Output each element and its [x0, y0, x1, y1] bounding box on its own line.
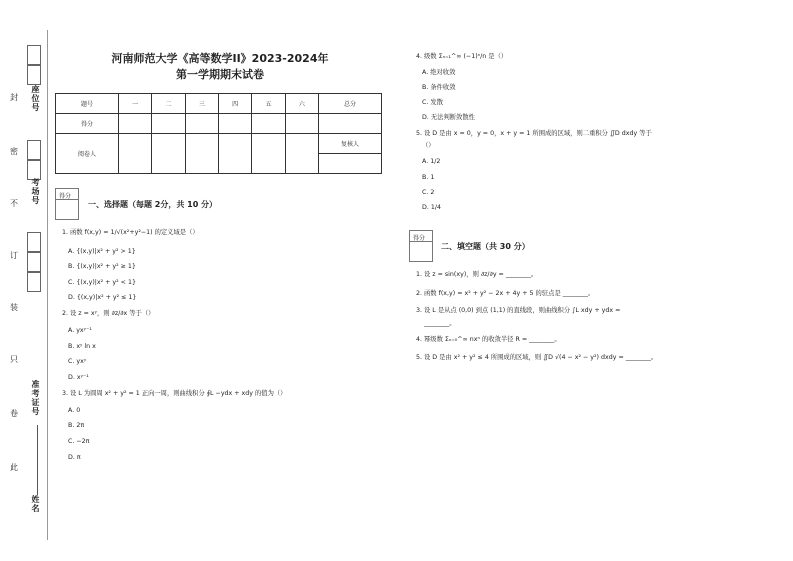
section2-heading: 二、填空题（共 30 分）: [441, 242, 530, 251]
fill-q2[interactable]: 2. 函数 f(x,y) = x² + y² − 2x + 4y + 5 的驻点是 ________。: [416, 290, 595, 297]
score-header-cell: 一: [119, 94, 152, 114]
section1-heading: 一、选择题（每题 2分，共 10 分）: [88, 200, 218, 209]
admission-box-3: [27, 272, 41, 292]
q1-option-a[interactable]: A. {(x,y)|x² + y² > 1}: [68, 248, 136, 255]
q5-option-c[interactable]: C. 2: [422, 189, 435, 196]
seal-char-5: 装: [10, 303, 18, 312]
q2-option-c[interactable]: C. yxʸ: [68, 358, 87, 365]
exam-title-line1: 河南师范大学《高等数学II》2023-2024年: [111, 52, 329, 65]
section1-score-label: 得分: [59, 193, 72, 200]
score-header-cell: 总分: [319, 94, 382, 114]
grader-cell[interactable]: [285, 134, 318, 174]
q5-stem: 5. 设 D 是由 x = 0，y = 0，x + y = 1 所围成的区域，则二重积分 ∬D dxdy 等于: [416, 130, 652, 137]
q2-stem: 2. 设 z = xʸ，则 ∂z/∂x 等于（）: [62, 310, 155, 317]
score-cell[interactable]: [285, 114, 318, 134]
grader-cell[interactable]: [152, 134, 185, 174]
score-row-label: 得分: [56, 114, 119, 134]
grader-cell[interactable]: [119, 134, 152, 174]
seat-number-box-2: [27, 65, 41, 85]
score-header-cell: 五: [252, 94, 285, 114]
reviewer-label: 复核人: [319, 134, 382, 154]
score-table: [55, 93, 382, 174]
q2-option-d[interactable]: D. xʸ⁻¹: [68, 374, 89, 381]
name-label: 姓名: [31, 495, 40, 513]
score-header-cell: 四: [218, 94, 251, 114]
q5-stem-cont: （）: [422, 142, 435, 149]
seal-char-4: 订: [10, 251, 18, 260]
name-underline: [37, 425, 38, 495]
score-cell[interactable]: [218, 114, 251, 134]
seat-number-label: 座位号: [31, 85, 40, 112]
score-header-cell: 二: [152, 94, 185, 114]
score-header-cell: 题号: [56, 94, 119, 114]
q4-option-c[interactable]: C. 发散: [422, 99, 443, 106]
seal-char-7: 卷: [10, 409, 18, 418]
fill-q4[interactable]: 4. 幂级数 Σₙ₌₀^∞ nxⁿ 的收敛半径 R = ________。: [416, 336, 561, 343]
admission-box-2: [27, 252, 41, 272]
grader-cell[interactable]: [185, 134, 218, 174]
q5-option-a[interactable]: A. 1/2: [422, 158, 441, 165]
q1-stem: 1. 函数 f(x,y) = 1/√(x²+y²−1) 的定义域是（）: [62, 229, 199, 236]
exam-room-box-2: [27, 160, 41, 180]
q3-option-d[interactable]: D. π: [68, 454, 81, 461]
q4-option-d[interactable]: D. 无法判断敛散性: [422, 114, 475, 121]
q1-option-b[interactable]: B. {(x,y)|x² + y² ≥ 1}: [68, 263, 136, 270]
q1-option-d[interactable]: D. {(x,y)|x² + y² ≤ 1}: [68, 294, 137, 301]
section2-score-label: 得分: [413, 235, 426, 242]
seal-char-6: 只: [10, 355, 18, 364]
score-cell[interactable]: [185, 114, 218, 134]
q4-stem: 4. 级数 Σₙ₌₁^∞ (−1)ⁿ/n 是（）: [416, 53, 508, 60]
score-cell[interactable]: [119, 114, 152, 134]
fill-q3-cont[interactable]: ________。: [424, 320, 456, 327]
fill-q1[interactable]: 1. 设 z = sin(xy)，则 ∂z/∂y = ________。: [416, 271, 538, 278]
seal-char-8: 此: [10, 463, 18, 472]
q3-option-b[interactable]: B. 2π: [68, 422, 85, 429]
grader-cell[interactable]: [218, 134, 251, 174]
score-cell[interactable]: [152, 114, 185, 134]
exam-room-label: 考场号: [31, 178, 40, 205]
admission-box: [27, 232, 41, 252]
fill-q5[interactable]: 5. 设 D 是由 x² + y² ≤ 4 所围成的区域，则 ∬D √(4 − x² − y²) dxdy = ________。: [416, 354, 658, 361]
q2-option-a[interactable]: A. yxʸ⁻¹: [68, 327, 92, 334]
seal-char-3: 不: [10, 199, 18, 208]
q2-option-b[interactable]: B. xʸ ln x: [68, 343, 96, 350]
q5-option-b[interactable]: B. 1: [422, 174, 435, 181]
admission-number-label: 准考证号: [31, 380, 40, 416]
q3-option-a[interactable]: A. 0: [68, 407, 81, 414]
seal-char-1: 封: [10, 93, 18, 102]
exam-title-line2: 第一学期期末试卷: [176, 68, 264, 81]
fill-q3[interactable]: 3. 设 L 是从点 (0,0) 到点 (1,1) 的直线段，则曲线积分 ∫L xdy + ydx =: [416, 307, 621, 314]
exam-room-box: [27, 140, 41, 160]
q3-option-c[interactable]: C. −2π: [68, 438, 90, 445]
seat-number-box: [27, 45, 41, 65]
binding-line: [47, 30, 48, 540]
score-cell[interactable]: [319, 114, 382, 134]
q1-option-c[interactable]: C. {(x,y)|x² + y² < 1}: [68, 279, 136, 286]
score-header-cell: 三: [185, 94, 218, 114]
reviewer-cell[interactable]: [319, 154, 382, 174]
q5-option-d[interactable]: D. 1/4: [422, 204, 441, 211]
q4-option-b[interactable]: B. 条件收敛: [422, 84, 456, 91]
grader-cell[interactable]: [252, 134, 285, 174]
score-cell[interactable]: [252, 114, 285, 134]
seal-char-2: 密: [10, 147, 18, 156]
grader-label: 阅卷人: [56, 134, 119, 174]
q3-stem: 3. 设 L 为圆周 x² + y² = 1 正向一周，则曲线积分 ∮L −ydx + xdy 的值为（）: [62, 390, 287, 397]
q4-option-a[interactable]: A. 绝对收敛: [422, 69, 456, 76]
score-header-cell: 六: [285, 94, 318, 114]
